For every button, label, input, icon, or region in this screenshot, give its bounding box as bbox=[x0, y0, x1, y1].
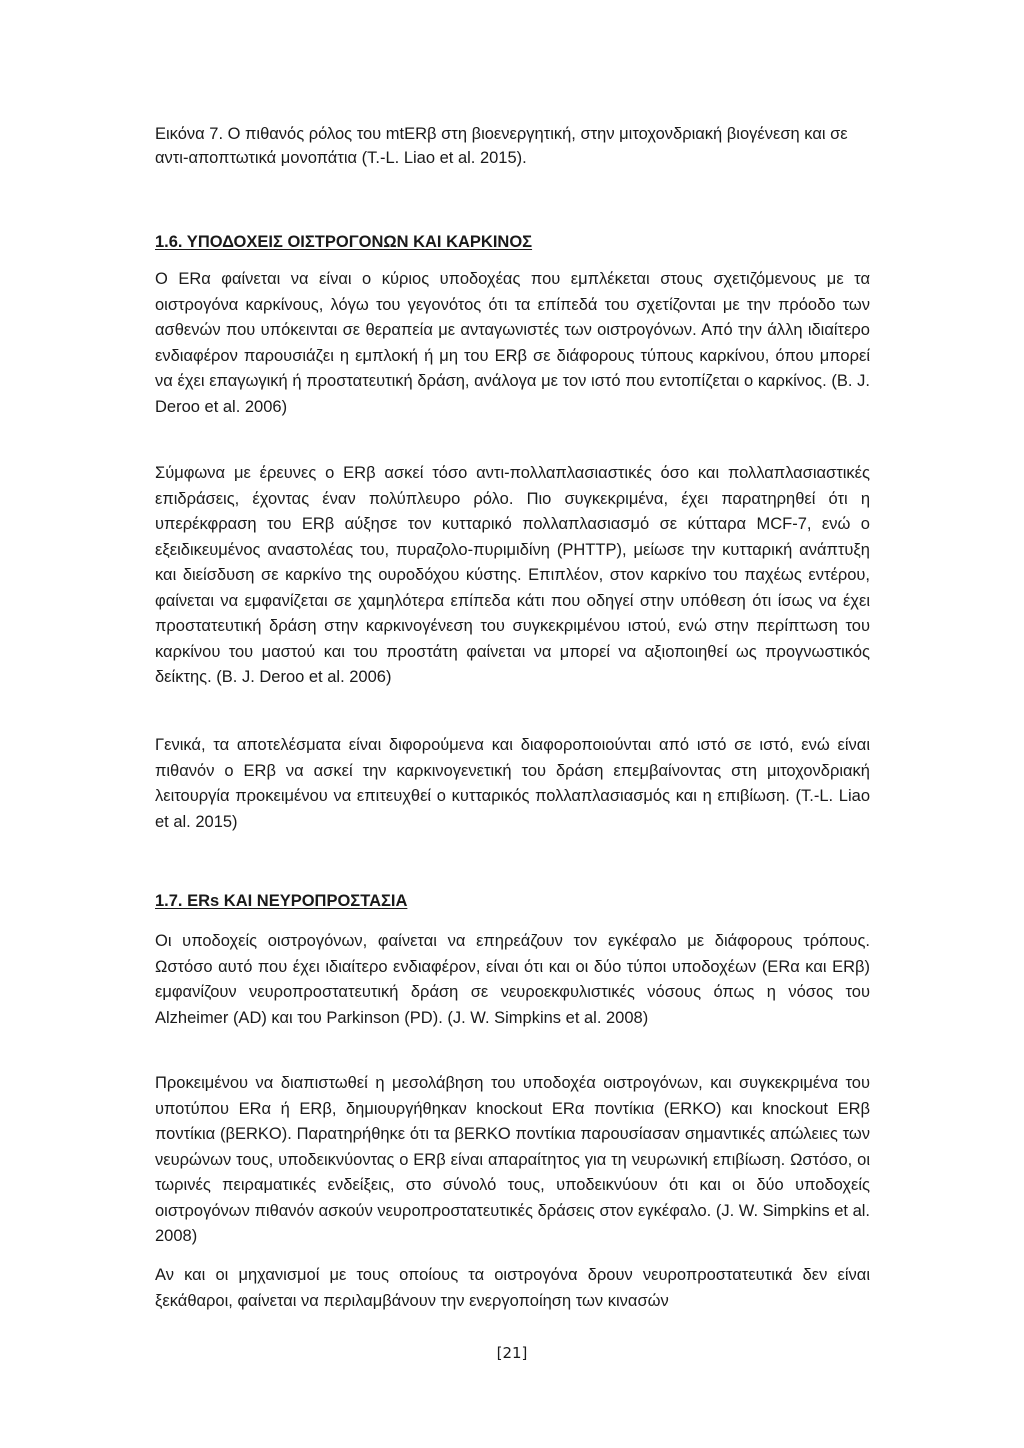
paragraph: Αν και οι μηχανισμοί με τους οποίους τα οιστρογόνα δρουν νευροπροστατευτικά δεν είναι ξεκάθαροι, φαίνεται να περιλαμβάνουν την ενεργοποίηση των κινασών bbox=[155, 1266, 870, 1310]
section-heading-1-7: 1.7. ERs ΚΑΙ ΝΕΥΡΟΠΡΟΣΤΑΣΙΑ bbox=[155, 892, 408, 910]
paragraph: Γενικά, τα αποτελέσματα είναι διφορούμενα και διαφοροποιούνται από ιστό σε ιστό, ενώ είναι πιθανόν ο ERβ να ασκεί την καρκινογενετική του δράση επεμβαίνοντας στη μιτοχονδριακή λειτουργία προκειμένου να επιτευχθεί ο κυτταρικός πολλαπλασιασμός και η επιβίωση. (T.-L. Liao et al. 2015) bbox=[155, 736, 870, 831]
paragraph: Σύμφωνα με έρευνες ο ERβ ασκεί τόσο αντι-πολλαπλασιαστικές όσο και πολλαπλασιαστικές επιδράσεις, έχοντας έναν πολύπλευρο ρόλο. Πιο συγκεκριμένα, έχει παρατηρηθεί ότι η υπερέκφραση του ERβ αύξησε τον κυτταρικό πολλαπλασιασμό σε κύτταρα MCF-7, ενώ ο εξειδικευμένος αναστολέας του, πυραζολο-πυριμιδίνη (PHTTP), μείωσε την κυτταρική ανάπτυξη και διείσδυση σε καρκίνο της ουροδόχου κύστης. Επιπλέον, στον καρκίνο του παχέως εντέρου, φαίνεται να εμφανίζεται σε χαμηλότερα επίπεδα κάτι που οδηγεί στην υπόθεση ότι ίσως να έχει προστατευτική δράση στην καρκινογένεση του συγκεκριμένου ιστού, ενώ στην περίπτωση του καρκίνου του μαστού και του προστάτη φαίνεται να μπορεί να αξιοποιηθεί ως προγνωστικός δείκτης. (B. J. Deroo et al. 2006) bbox=[155, 464, 870, 686]
figure-caption: Εικόνα 7. Ο πιθανός ρόλος του mtERβ στη βιοενεργητική, στην μιτοχονδριακή βιογένεση και σε αντι-αποπτωτικά μονοπάτια (T.-L. Liao et al. 2015). bbox=[155, 125, 848, 167]
paragraph: Ο ERα φαίνεται να είναι ο κύριος υποδοχέας που εμπλέκεται στους σχετιζόμενους με τα οιστρογόνα καρκίνους, λόγω του γεγονότος ότι τα επίπεδά του σχετίζονται με την πρόοδο των ασθενών που υπόκεινται σε θεραπεία με ανταγωνιστές των οιστρογόνων. Από την άλλη ιδιαίτερο ενδιαφέρον παρουσιάζει η εμπλοκή ή μη του ERβ σε διάφορους τύπους καρκίνου, όπου μπορεί να έχει επαγωγική ή προστατευτική δράση, ανάλογα με τον ιστό που εντοπίζεται ο καρκίνος. (B. J. Deroo et al. 2006) bbox=[155, 270, 870, 416]
section-heading-1-6: 1.6. ΥΠΟΔΟΧΕΙΣ ΟΙΣΤΡΟΓΟΝΩΝ ΚΑΙ ΚΑΡΚΙΝΟΣ bbox=[155, 233, 533, 251]
paragraph: Οι υποδοχείς οιστρογόνων, φαίνεται να επηρεάζουν τον εγκέφαλο με διάφορους τρόπους. Ωστόσο αυτό που έχει ιδιαίτερο ενδιαφέρον, είναι ότι και οι δύο τύποι υποδοχέων (ERα και ERβ) εμφανίζουν νευροπροστατευτική δράση σε νευροεκφυλιστικές νόσους όπως η νόσος του Alzheimer (AD) και του Parkinson (PD). (J. W. Simpkins et al. 2008) bbox=[155, 932, 870, 1027]
paragraph: Προκειμένου να διαπιστωθεί η μεσολάβηση του υποδοχέα οιστρογόνων, και συγκεκριμένα του υποτύπου ERα ή ERβ, δημιουργήθηκαν knockout ERα ποντίκια (ERKO) και knockout ERβ ποντίκια (βERKO). Παρατηρήθηκε ότι τα βERKO ποντίκια παρουσίασαν σημαντικές απώλειες των νευρώνων τους, υποδεικνύοντας ο ERβ είναι απαραίτητος για τη νευρωνική επιβίωση. Ωστόσο, οι τωρινές πειραματικές ενδείξεις, στο σύνολό τους, υποδεικνύουν ότι και οι δύο υποδοχείς οιστρογόνων πιθανόν ασκούν νευροπροστατευτικές δράσεις στον εγκέφαλο. (J. W. Simpkins et al. 2008) bbox=[155, 1074, 870, 1245]
page-number: [21] bbox=[496, 1344, 528, 1362]
